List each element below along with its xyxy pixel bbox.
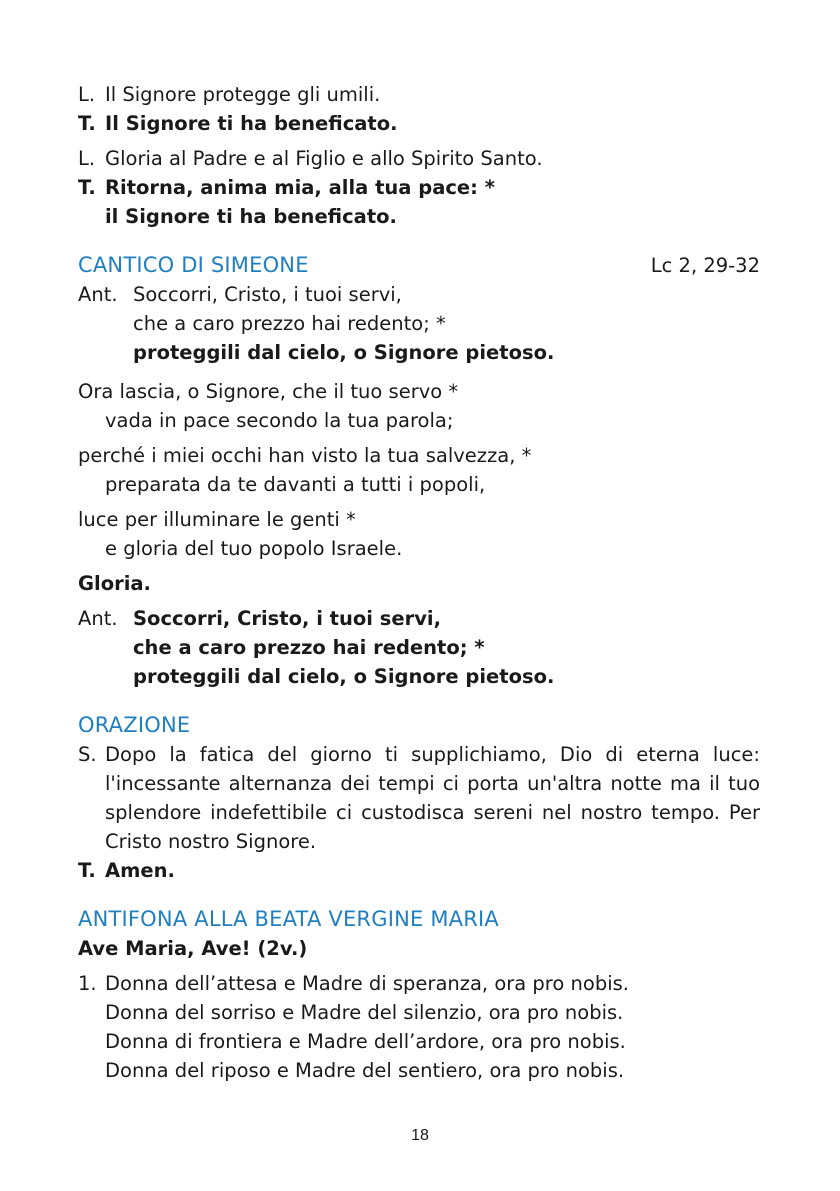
stanza-text: Donna del riposo e Madre del sentiero, ora pro nobis. — [105, 1059, 625, 1082]
scripture-reference: Lc 2, 29-32 — [650, 254, 760, 277]
verse-line: vada in pace secondo la tua parola; — [105, 409, 454, 432]
stanza-number: 1. — [78, 972, 97, 995]
antiphon-text: che a caro prezzo hai redento; * — [133, 636, 485, 659]
antiphon-line — [78, 604, 760, 633]
section-title: CANTICO DI SIMEONE — [78, 253, 309, 277]
lector-label: L. — [78, 147, 96, 170]
section-header-cantico — [78, 251, 760, 280]
response-text: Amen. — [105, 859, 175, 882]
response-text: Ritorna, anima mia, alla tua pace: * — [105, 176, 495, 199]
stanza-text: Donna dell’attesa e Madre di speranza, ora pro nobis. — [105, 972, 629, 995]
antiphon-text: proteggili dal cielo, o Signore pietoso. — [133, 341, 555, 364]
people-label: T. — [78, 176, 96, 199]
response-line — [78, 144, 760, 173]
antiphon-text: Soccorri, Cristo, i tuoi servi, — [133, 607, 442, 630]
page-content — [78, 80, 760, 1085]
lector-label: L. — [78, 83, 96, 106]
verse-line: perché i miei occhi han visto la tua salvezza, * — [78, 444, 532, 467]
antiphon-line — [78, 280, 760, 309]
response-text: Gloria al Padre e al Figlio e allo Spirito Santo. — [105, 147, 543, 170]
stanza-text: Donna del sorriso e Madre del silenzio, ora pro nobis. — [105, 1001, 624, 1024]
verse-line: luce per illuminare le genti * — [78, 508, 356, 531]
response-continuation: il Signore ti ha beneficato. — [105, 205, 397, 228]
section-title-antifona: ANTIFONA ALLA BEATA VERGINE MARIA — [78, 907, 499, 931]
stanza-text: Donna di frontiera e Madre dell’ardore, ora pro nobis. — [105, 1030, 626, 1053]
verse-line: e gloria del tuo popolo Israele. — [105, 537, 403, 560]
priest-label: S. — [78, 743, 97, 766]
verse-line: preparata da te davanti a tutti i popoli, — [105, 473, 486, 496]
people-label: T. — [78, 112, 96, 135]
response-line — [78, 109, 760, 138]
antiphon-text: che a caro prezzo hai redento; * — [133, 312, 446, 335]
gloria-line: Gloria. — [78, 572, 151, 595]
antiphon-label: Ant. — [78, 283, 118, 306]
people-label: T. — [78, 859, 96, 882]
response-line — [78, 173, 760, 202]
response-text: Il Signore ti ha beneficato. — [105, 112, 398, 135]
response-text: Il Signore protegge gli umili. — [105, 83, 381, 106]
prayer-block — [78, 740, 760, 856]
stanza-line — [78, 969, 760, 998]
antiphon-label: Ant. — [78, 607, 118, 630]
response-line — [78, 80, 760, 109]
page-number: 18 — [411, 1127, 429, 1144]
response-line — [78, 856, 760, 885]
section-title-orazione: ORAZIONE — [78, 713, 191, 737]
antiphon-text: Soccorri, Cristo, i tuoi servi, — [133, 283, 402, 306]
verse-line: Ora lascia, o Signore, che il tuo servo * — [78, 380, 459, 403]
prayer-text: Dopo la fatica del giorno ti supplichiamo, Dio di eterna luce: l'incessante alternanza dei tempi ci porta un'altra notte ma il tuo splendore indefettibile ci custodisca sereni nel nostro tempo. Per Cristo nostro Signore. — [105, 743, 760, 853]
refrain-line: Ave Maria, Ave! (2v.) — [78, 937, 308, 960]
antiphon-text: proteggili dal cielo, o Signore pietoso. — [133, 665, 555, 688]
